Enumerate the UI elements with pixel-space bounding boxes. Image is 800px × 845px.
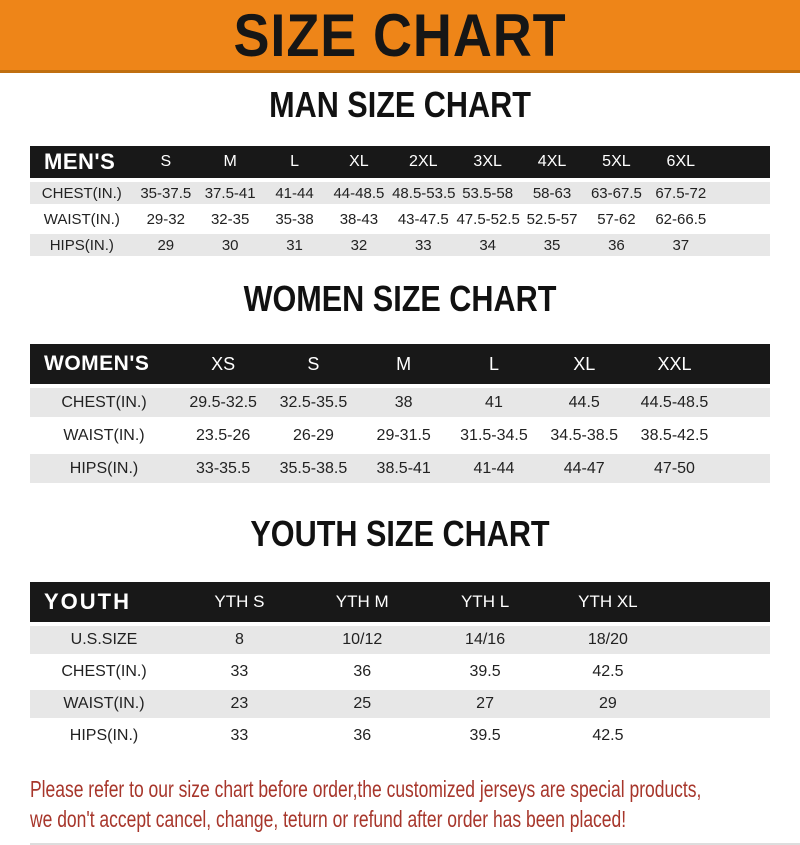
size-value-cell: 29-31.5 <box>359 421 449 450</box>
women-table-body <box>30 388 770 483</box>
table-row <box>30 234 770 256</box>
row-label: U.S.SIZE <box>30 626 178 654</box>
size-value-cell: 33 <box>391 234 455 256</box>
size-value-cell: 38-43 <box>327 208 391 230</box>
row-filler-cell <box>669 690 770 718</box>
size-column-header: YTH XL <box>546 582 669 622</box>
table-row <box>30 454 770 483</box>
men-size-section <box>0 73 800 260</box>
table-row <box>30 388 770 417</box>
size-value-cell: 41-44 <box>449 454 539 483</box>
men-chart-heading: MAN SIZE CHART <box>269 84 531 125</box>
size-value-cell: 47.5-52.5 <box>455 208 519 230</box>
size-column-header: L <box>449 344 539 384</box>
size-value-cell: 35-37.5 <box>134 182 198 204</box>
size-column-header: 3XL <box>455 146 519 178</box>
size-value-cell: 33 <box>178 658 301 686</box>
table-row <box>30 208 770 230</box>
size-value-cell: 8 <box>178 626 301 654</box>
row-filler-cell <box>669 626 770 654</box>
men-size-table <box>30 142 770 260</box>
men-table-body <box>30 182 770 256</box>
size-value-cell: 58-63 <box>520 182 584 204</box>
size-column-header: YTH S <box>178 582 301 622</box>
size-value-cell: 32.5-35.5 <box>268 388 358 417</box>
header-filler-cell <box>713 146 770 178</box>
size-value-cell: 23 <box>178 690 301 718</box>
row-filler-cell <box>720 454 770 483</box>
size-column-header: 4XL <box>520 146 584 178</box>
size-value-cell: 35 <box>520 234 584 256</box>
size-value-cell: 31.5-34.5 <box>449 421 539 450</box>
size-value-cell: 35.5-38.5 <box>268 454 358 483</box>
size-value-cell: 18/20 <box>546 626 669 654</box>
size-column-header: 6XL <box>649 146 713 178</box>
table-row <box>30 182 770 204</box>
size-value-cell: 10/12 <box>301 626 424 654</box>
row-filler-cell <box>720 421 770 450</box>
size-value-cell: 29-32 <box>134 208 198 230</box>
size-column-header: 2XL <box>391 146 455 178</box>
size-column-header: L <box>262 146 326 178</box>
table-row <box>30 690 770 718</box>
size-column-header: S <box>268 344 358 384</box>
size-value-cell: 23.5-26 <box>178 421 268 450</box>
footer-line-2: we don't accept cancel, change, teturn or refund after order has been placed! <box>30 806 627 832</box>
size-value-cell: 35-38 <box>262 208 326 230</box>
youth-header-row <box>30 582 770 622</box>
footer-line-1: Please refer to our size chart before order,the customized jerseys are special products, <box>30 776 702 802</box>
size-value-cell: 48.5-53.5 <box>391 182 455 204</box>
women-size-table <box>30 340 770 487</box>
size-column-header: YTH L <box>424 582 547 622</box>
size-value-cell: 36 <box>301 722 424 750</box>
youth-size-table <box>30 578 770 754</box>
size-value-cell: 43-47.5 <box>391 208 455 230</box>
size-column-header: YTH M <box>301 582 424 622</box>
size-value-cell: 31 <box>262 234 326 256</box>
size-value-cell: 29 <box>134 234 198 256</box>
size-value-cell: 41 <box>449 388 539 417</box>
row-filler-cell <box>720 388 770 417</box>
size-value-cell: 14/16 <box>424 626 547 654</box>
size-value-cell: 47-50 <box>629 454 719 483</box>
row-label: WAIST(IN.) <box>30 421 178 450</box>
size-value-cell: 62-66.5 <box>649 208 713 230</box>
size-value-cell: 44.5 <box>539 388 629 417</box>
table-row <box>30 722 770 750</box>
size-value-cell: 29.5-32.5 <box>178 388 268 417</box>
row-filler-cell <box>713 234 770 256</box>
header-filler-cell <box>720 344 770 384</box>
row-label: WAIST(IN.) <box>30 690 178 718</box>
size-value-cell: 36 <box>301 658 424 686</box>
size-value-cell: 33-35.5 <box>178 454 268 483</box>
size-column-header: XXL <box>629 344 719 384</box>
size-value-cell: 37 <box>649 234 713 256</box>
size-value-cell: 67.5-72 <box>649 182 713 204</box>
size-value-cell: 27 <box>424 690 547 718</box>
size-value-cell: 30 <box>198 234 262 256</box>
table-row <box>30 658 770 686</box>
size-value-cell: 29 <box>546 690 669 718</box>
size-value-cell: 37.5-41 <box>198 182 262 204</box>
size-column-header: XL <box>327 146 391 178</box>
size-column-header: M <box>359 344 449 384</box>
row-label: WAIST(IN.) <box>30 208 134 230</box>
size-value-cell: 36 <box>584 234 648 256</box>
size-value-cell: 44-48.5 <box>327 182 391 204</box>
youth-heading-wrap <box>0 515 800 561</box>
size-column-header: 5XL <box>584 146 648 178</box>
size-value-cell: 57-62 <box>584 208 648 230</box>
row-label: HIPS(IN.) <box>30 454 178 483</box>
size-value-cell: 63-67.5 <box>584 182 648 204</box>
size-value-cell: 41-44 <box>262 182 326 204</box>
size-column-header: M <box>198 146 262 178</box>
size-value-cell: 44-47 <box>539 454 629 483</box>
table-row <box>30 626 770 654</box>
size-value-cell: 42.5 <box>546 722 669 750</box>
women-header-row <box>30 344 770 384</box>
table-title-cell: WOMEN'S <box>30 344 178 384</box>
size-value-cell: 53.5-58 <box>455 182 519 204</box>
youth-table-body <box>30 626 770 750</box>
row-filler-cell <box>713 182 770 204</box>
page-title: SIZE CHART <box>233 1 567 69</box>
size-column-header: XL <box>539 344 629 384</box>
row-label: HIPS(IN.) <box>30 234 134 256</box>
header-filler-cell <box>669 582 770 622</box>
size-value-cell: 39.5 <box>424 658 547 686</box>
size-value-cell: 38 <box>359 388 449 417</box>
row-filler-cell <box>669 722 770 750</box>
size-value-cell: 38.5-41 <box>359 454 449 483</box>
size-value-cell: 34.5-38.5 <box>539 421 629 450</box>
youth-chart-heading: YOUTH SIZE CHART <box>250 513 550 554</box>
row-label: CHEST(IN.) <box>30 182 134 204</box>
row-filler-cell <box>669 658 770 686</box>
women-heading-wrap <box>0 280 800 326</box>
banner <box>0 0 800 73</box>
size-column-header: S <box>134 146 198 178</box>
row-filler-cell <box>713 208 770 230</box>
size-value-cell: 26-29 <box>268 421 358 450</box>
size-value-cell: 44.5-48.5 <box>629 388 719 417</box>
women-chart-heading: WOMEN SIZE CHART <box>243 278 557 319</box>
size-value-cell: 38.5-42.5 <box>629 421 719 450</box>
size-value-cell: 34 <box>455 234 519 256</box>
size-value-cell: 39.5 <box>424 722 547 750</box>
size-value-cell: 25 <box>301 690 424 718</box>
youth-size-section <box>0 487 800 754</box>
men-heading-wrap <box>0 86 800 132</box>
row-label: HIPS(IN.) <box>30 722 178 750</box>
table-title-cell: MEN'S <box>30 146 134 178</box>
size-column-header: XS <box>178 344 268 384</box>
row-label: CHEST(IN.) <box>30 388 178 417</box>
size-value-cell: 32-35 <box>198 208 262 230</box>
size-value-cell: 52.5-57 <box>520 208 584 230</box>
men-header-row <box>30 146 770 178</box>
table-title-cell: YOUTH <box>30 582 178 622</box>
row-label: CHEST(IN.) <box>30 658 178 686</box>
table-row <box>30 421 770 450</box>
women-size-section <box>0 260 800 487</box>
size-value-cell: 32 <box>327 234 391 256</box>
size-value-cell: 42.5 <box>546 658 669 686</box>
size-value-cell: 33 <box>178 722 301 750</box>
footer-note <box>0 774 800 845</box>
